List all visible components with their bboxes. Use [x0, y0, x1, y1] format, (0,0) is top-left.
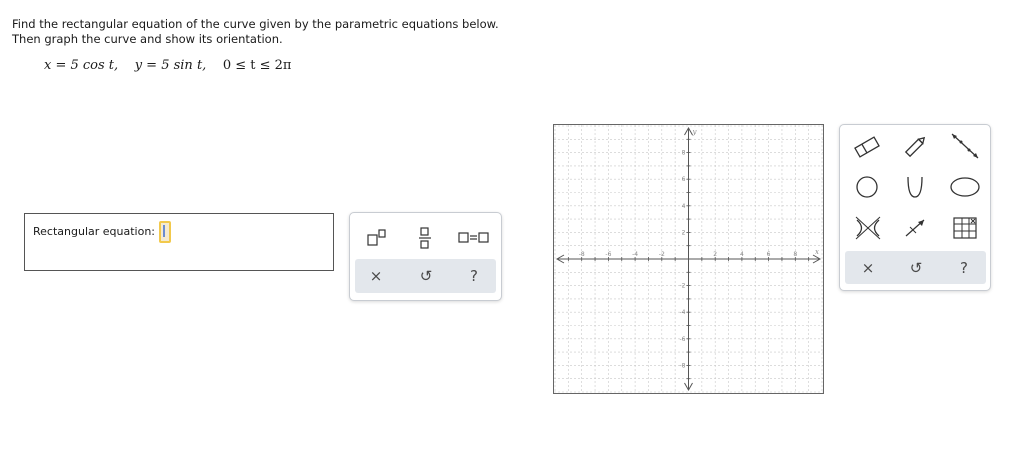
- graph-undo-button[interactable]: ↺: [909, 259, 923, 277]
- question-line-2: Then graph the curve and show its orientation.: [12, 32, 283, 46]
- y-tick-label: -8: [679, 362, 686, 370]
- x-tick-label: -4: [632, 251, 639, 258]
- undo-button[interactable]: ↺: [419, 267, 433, 285]
- help-button[interactable]: ?: [470, 267, 478, 285]
- line-icon[interactable]: [948, 131, 982, 161]
- rectangular-equation-input[interactable]: [159, 221, 171, 243]
- graph-toolbar: [839, 124, 991, 291]
- table-icon[interactable]: [950, 215, 980, 241]
- clear-button[interactable]: ×: [369, 267, 383, 285]
- x-tick-label: 4: [739, 251, 744, 258]
- graph-canvas[interactable]: [553, 124, 824, 394]
- equation-icon[interactable]: [456, 227, 492, 249]
- graph-controls-bar: [845, 251, 986, 284]
- superscript-icon[interactable]: [364, 227, 390, 249]
- equation-y: y = 5 sin t,: [134, 58, 207, 73]
- x-tick-label: 6: [766, 251, 771, 258]
- graph-help-button[interactable]: ?: [960, 259, 968, 277]
- answer-label: Rectangular equation:: [33, 225, 155, 238]
- answer-box: [24, 213, 334, 271]
- circle-icon[interactable]: [852, 173, 882, 201]
- y-tick-label: -4: [679, 309, 686, 317]
- graph-svg: [554, 125, 823, 393]
- math-toolbar: [349, 212, 502, 301]
- y-tick-label: -2: [679, 282, 686, 290]
- y-tick-label: 8: [681, 149, 686, 157]
- y-axis-label: y: [692, 128, 697, 136]
- y-tick-label: 2: [681, 229, 686, 237]
- y-tick-label: -6: [679, 335, 686, 343]
- equation-domain: 0 ≤ t ≤ 2π: [222, 58, 292, 73]
- x-tick-label: -2: [658, 251, 665, 258]
- x-tick-label: 8: [793, 251, 798, 258]
- x-tick-label: 2: [713, 251, 718, 258]
- eraser-icon[interactable]: [852, 133, 882, 161]
- equation-x: x = 5 cos t,: [44, 58, 119, 73]
- x-tick-label: -6: [605, 251, 612, 258]
- graph-clear-button[interactable]: ×: [861, 259, 875, 277]
- parametric-equations: [44, 58, 291, 73]
- fraction-icon[interactable]: [412, 225, 438, 251]
- y-tick-label: 6: [681, 176, 686, 184]
- x-tick-label: -8: [578, 251, 585, 258]
- pencil-icon[interactable]: [900, 133, 930, 161]
- math-controls-bar: [355, 259, 496, 293]
- x-axis-label: x: [815, 248, 819, 256]
- y-tick-label: 4: [681, 202, 686, 210]
- parabola-icon[interactable]: [900, 173, 930, 201]
- arrow-icon[interactable]: [900, 215, 930, 241]
- ellipse-icon[interactable]: [946, 173, 984, 201]
- question-line-1: Find the rectangular equation of the curve given by the parametric equations below.: [12, 17, 499, 31]
- hyperbola-icon[interactable]: [852, 213, 884, 243]
